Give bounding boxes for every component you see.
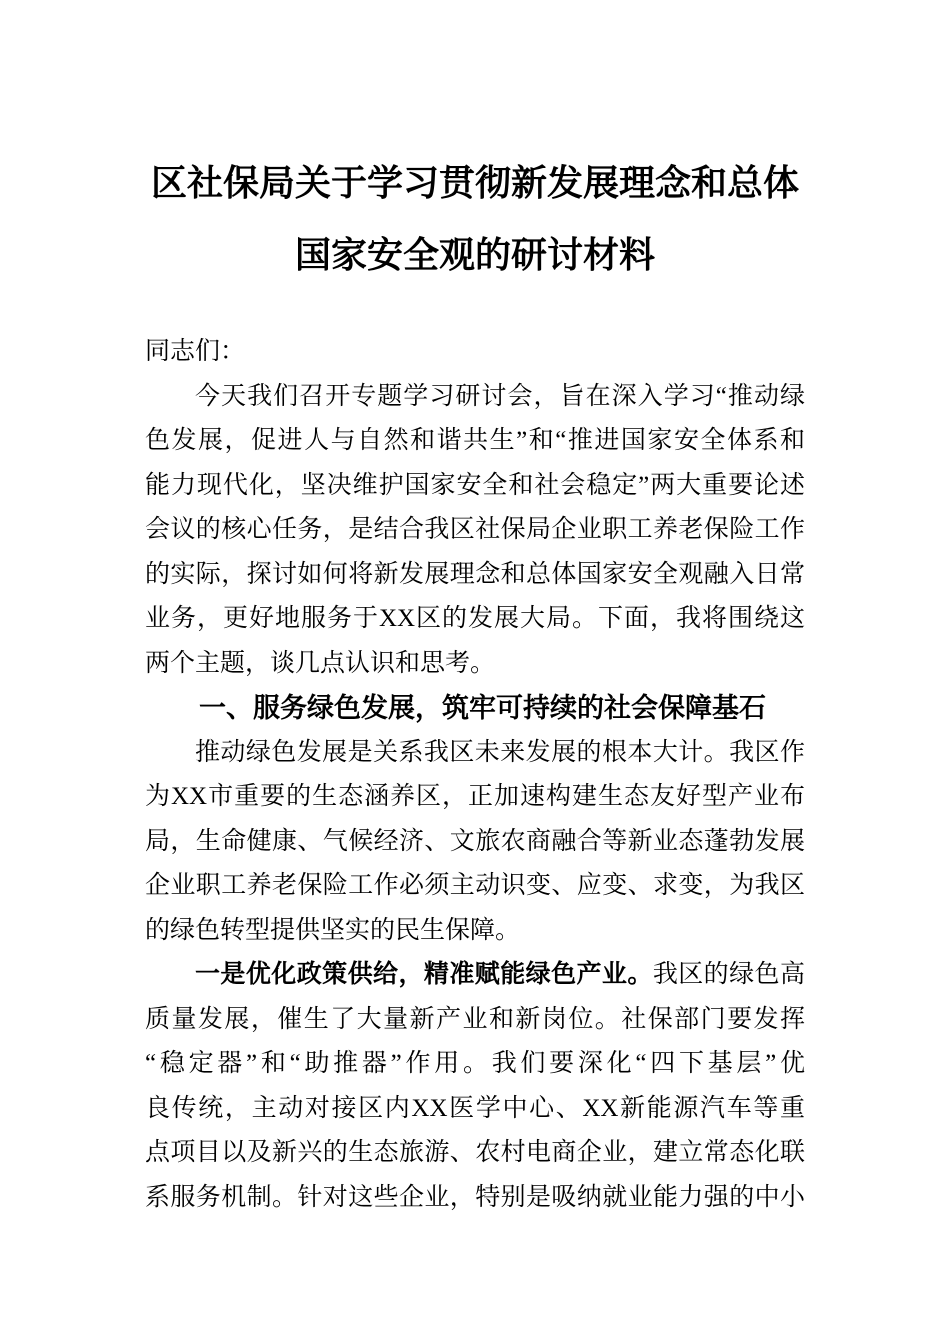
text-line (145, 775, 805, 820)
text-line (145, 1176, 805, 1221)
line-text: 良传统，主动对接区内XX医学中心、XX新能源汽车等重 (145, 1094, 805, 1122)
line-text: 推动绿色发展是关系我区未来发展的根本大计。我区作 (195, 738, 805, 766)
text-line (145, 864, 805, 909)
line-text: 能力现代化，坚决维护国家安全和社会稳定”两大重要论述 (145, 471, 805, 499)
text-line (145, 1042, 805, 1087)
line-text: 质量发展，催生了大量新产业和新岗位。社保部门要发挥 (145, 1005, 805, 1033)
line-text: 的实际，探讨如何将新发展理念和总体国家安全观融入日常 (145, 560, 805, 588)
document-title (145, 147, 805, 291)
line-text: 今天我们召开专题学习研讨会，旨在深入学习“推动绿 (195, 382, 805, 410)
text-line (145, 909, 805, 954)
line-text: 业务，更好地服务于XX区的发展大局。下面，我将围绕这 (145, 605, 805, 632)
document-body (145, 330, 805, 1220)
bold-lead-text: 一是优化政策供给，精准赋能绿色产业。 (195, 961, 653, 988)
line-text: 色发展，促进人与自然和谐共生”和“推进国家安全体系和 (145, 427, 805, 454)
text-line (145, 508, 805, 553)
line-text: 一、服务绿色发展，筑牢可持续的社会保障基石 (199, 693, 766, 723)
document-title-line2: 国家安全观的研讨材料 (294, 235, 655, 275)
text-line (145, 998, 805, 1043)
text-line (145, 1131, 805, 1176)
text-line (145, 642, 805, 687)
line-text: “稳定器”和“助推器”作用。我们要深化“四下基层”优 (145, 1050, 805, 1077)
line-text: 为XX市重要的生态涵养区，正加速构建生态友好型产业布 (145, 783, 805, 810)
text-line (145, 419, 805, 464)
section-heading (145, 686, 805, 731)
text-line (145, 731, 805, 776)
text-line (145, 464, 805, 509)
line-text: 企业职工养老保险工作必须主动识变、应变、求变，为我区 (145, 872, 805, 899)
line-text: 的绿色转型提供坚实的民生保障。 (145, 916, 521, 944)
text-line (145, 553, 805, 598)
line-text: 我区的绿色高 (652, 961, 805, 988)
text-line (145, 953, 805, 998)
text-line (145, 1087, 805, 1132)
text-line (145, 330, 805, 375)
line-text: 会议的核心任务，是结合我区社保局企业职工养老保险工作 (145, 516, 805, 543)
line-text: 点项目以及新兴的生态旅游、农村电商企业，建立常态化联 (145, 1139, 805, 1166)
line-text: 同志们： (145, 338, 246, 365)
line-text: 系服务机制。针对这些企业，特别是吸纳就业能力强的中小 (145, 1183, 805, 1211)
document-title-line1: 区社保局关于学习贯彻新发展理念和总体 (150, 163, 799, 203)
text-line (145, 597, 805, 642)
text-line (145, 820, 805, 865)
line-text: 局，生命健康、气候经济、文旅农商融合等新业态蓬勃发展 (145, 827, 805, 855)
line-text: 两个主题，谈几点认识和思考。 (145, 649, 496, 677)
text-line (145, 375, 805, 420)
